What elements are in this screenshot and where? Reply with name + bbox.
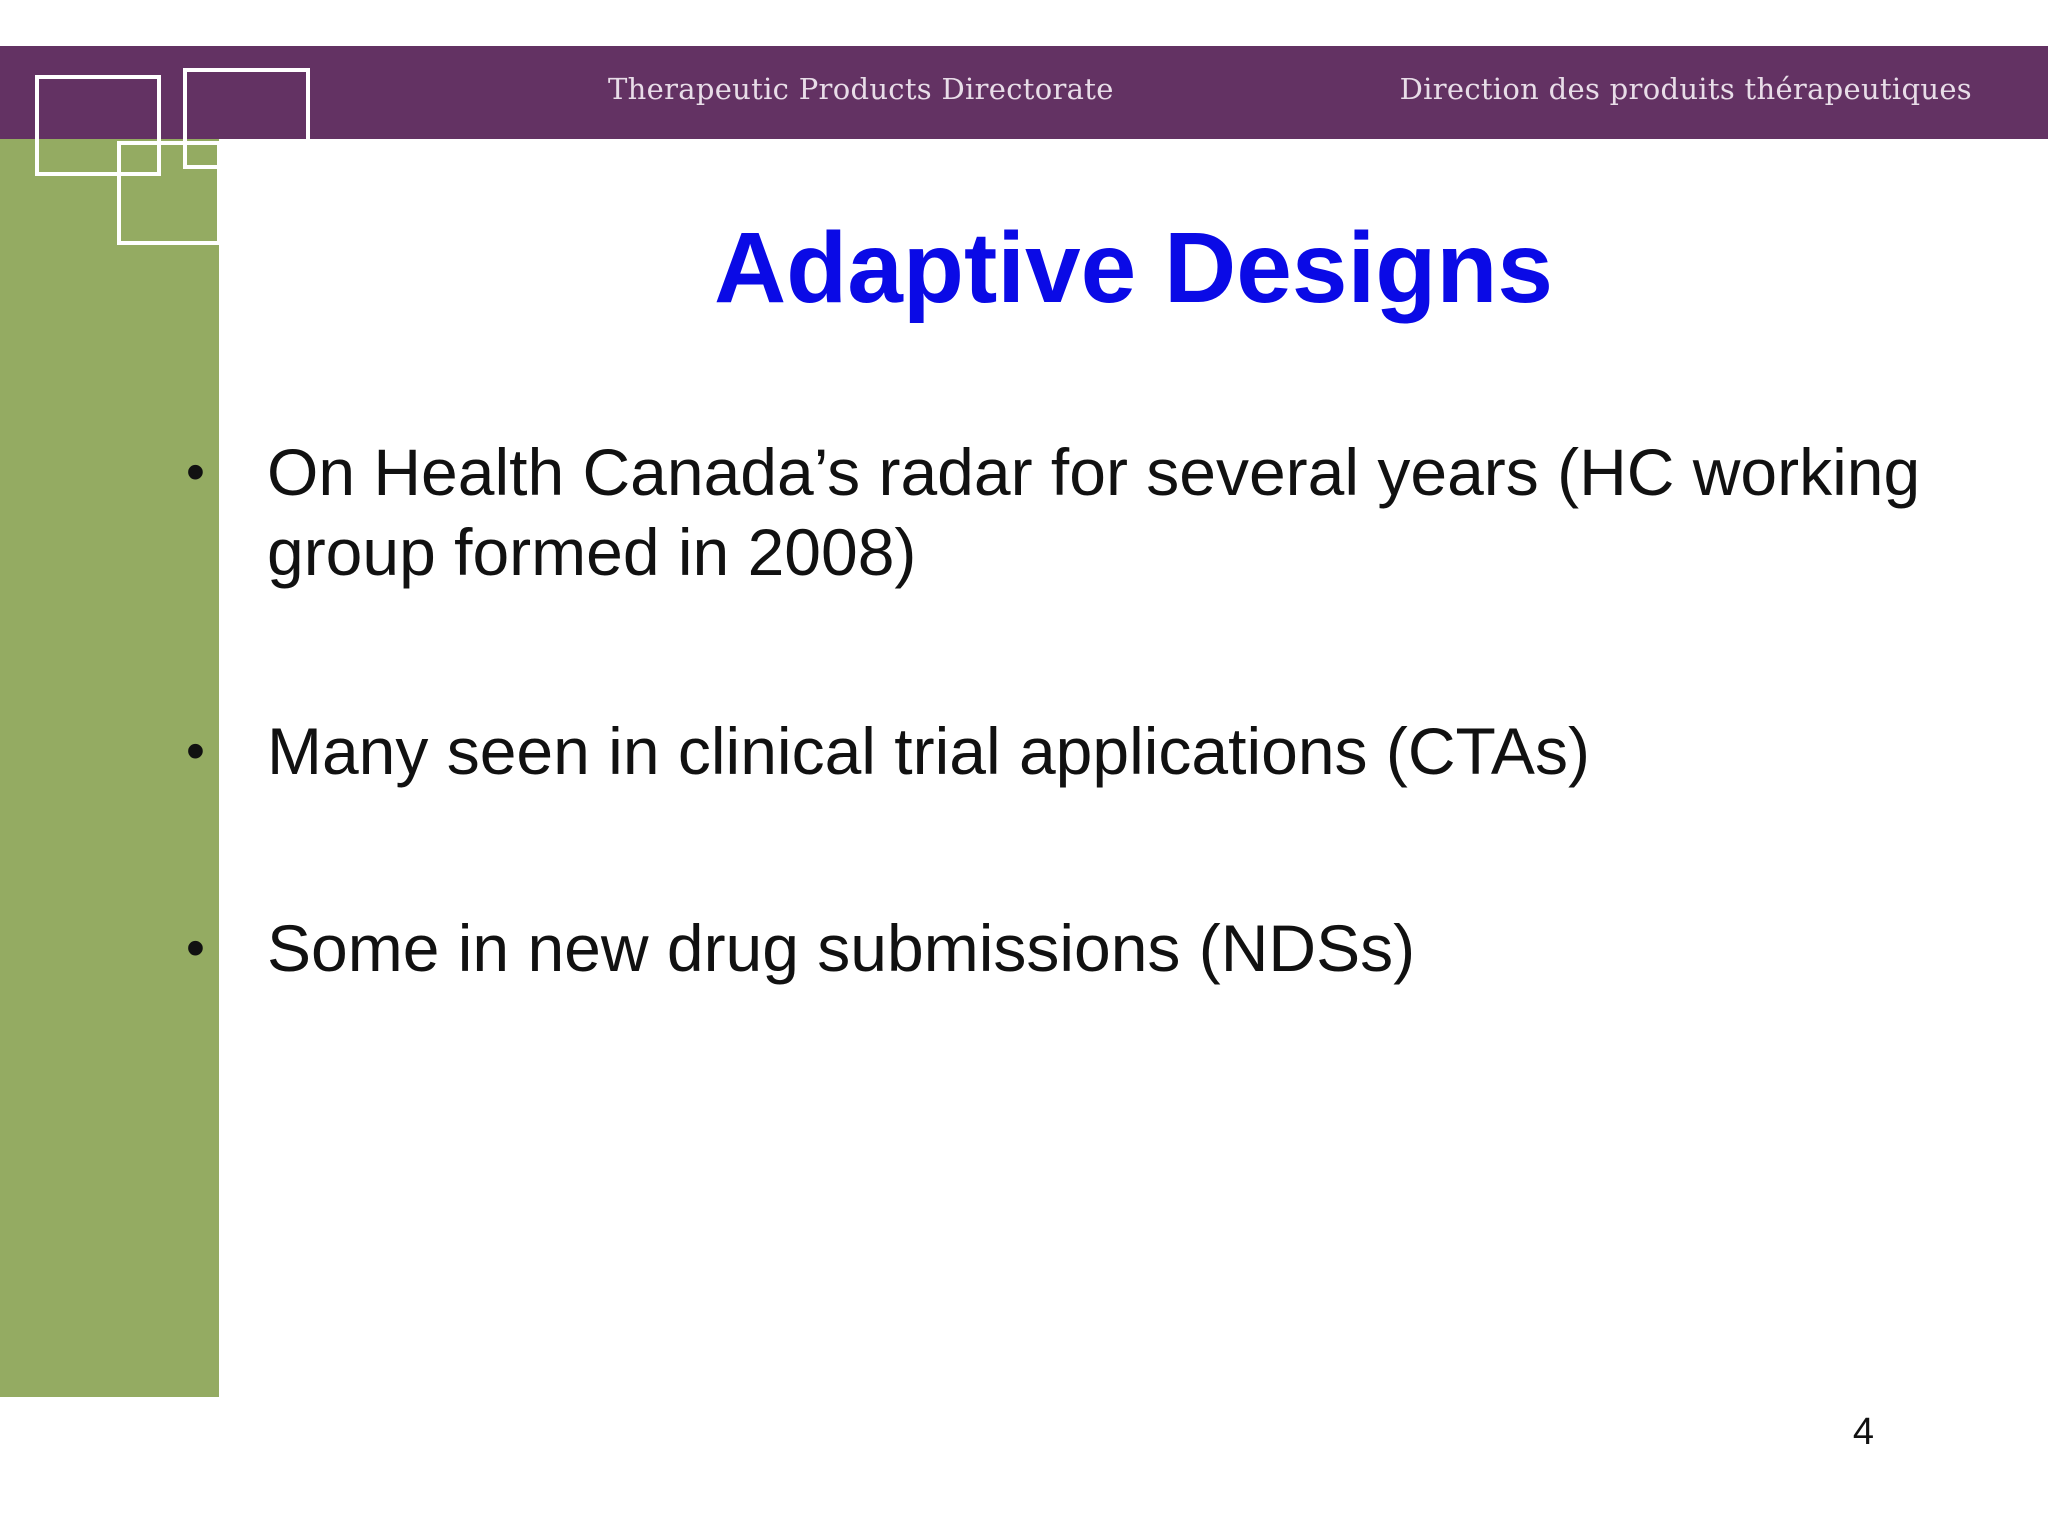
bullet-text: Some in new drug submissions (NDSs)	[267, 911, 1416, 985]
bullet-marker: •	[186, 721, 205, 781]
header-title-french: Direction des produits thérapeutiques	[1399, 72, 1972, 106]
bullet-marker: •	[186, 442, 205, 502]
bullet-text: Many seen in clinical trial applications (CTAs)	[267, 714, 1590, 788]
bullet-text: On Health Canada’s radar for several years (HC working group formed in 2008)	[267, 435, 1921, 589]
page-number: 4	[1852, 1411, 1874, 1453]
header-title-english: Therapeutic Products Directorate	[608, 72, 1114, 106]
slide-title: Adaptive Designs	[713, 212, 1554, 324]
bullet-marker: •	[186, 918, 205, 978]
